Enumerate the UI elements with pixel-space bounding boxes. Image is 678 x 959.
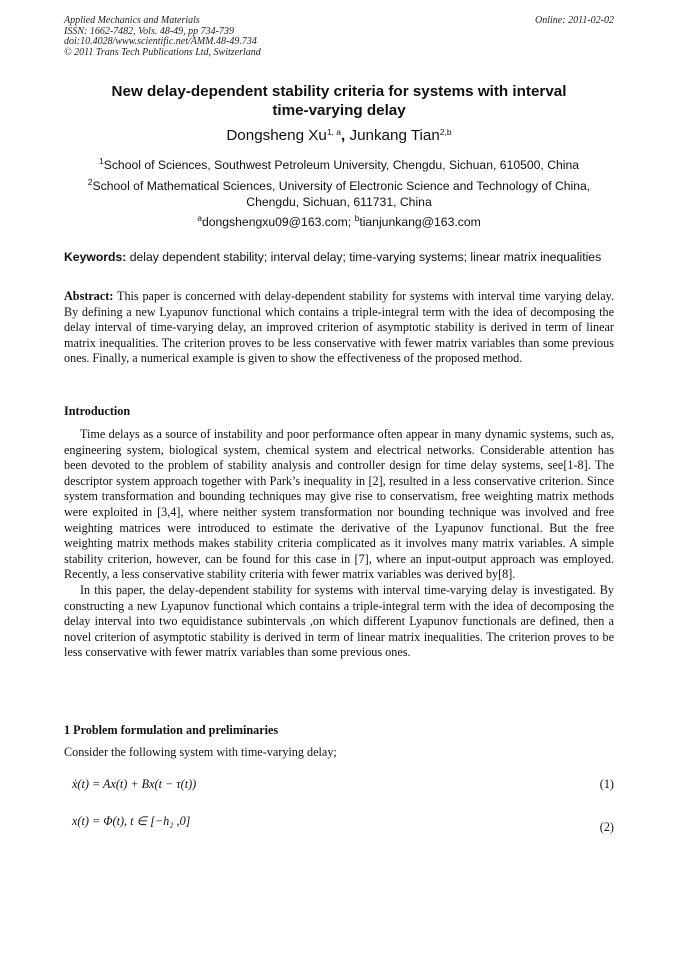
author-2: Junkang Tian (349, 127, 440, 144)
affiliation-2-line-2: Chengdu, Sichuan, 611731, China (246, 195, 432, 209)
abstract-text: This paper is concerned with delay-dependent stability for systems with interval time varying delay. By defining a new Lyapunov functional which contains a triple-integral term with the idea of decomposing the delay interval of time-varying delay, an improved criterion of asymptotic stability is derived in term of linear matrix inequalities. The criterion proves to be less conservative with fewer matrix variables than some previous ones. Finally, a numerical example is given to show the effectiveness of the proposed method. (64, 289, 614, 366)
abstract (64, 289, 614, 367)
introduction-heading: Introduction (64, 404, 131, 418)
affiliation-2-line-1: School of Mathematical Sciences, University of Electronic Science and Technology of China, (92, 179, 591, 193)
section-1-heading: 1 Problem formulation and preliminaries (64, 723, 279, 737)
title-line-2: time-varying delay (272, 102, 406, 119)
introduction-paragraph-1: Time delays as a source of instability and poor performance often appear in many dynamic systems, such as, engineering system, biological system, chemical system and electrical networks. Considerable attention has been devoted to the problem of stability analysis and controller design for time delay systems, see[1-8]. The descriptor system approach together with Park’s inequality in [2], resulted in a less conservative criterion. Since system transformation and bounding techniques may give rise to conservatism, free weighting matrix methods were exploited in [3,4], where neither system transformation nor bounding technique was involved and free weighting matrices were introduced to estimate the derivative of the Lyapunov functional. But the free weighting matrix methods makes stability criteria complicated as it involves many matrix variables. A simple stability criterion, however, can be found for this case in [7], where an input-output approach was employed. Recently, a less conservative stability criteria with fewer matrix variables was derived by[8]. (64, 427, 614, 582)
journal-header (64, 16, 261, 58)
copyright-line: © 2011 Trans Tech Publications Ltd, Switzerland (64, 46, 261, 58)
keywords (64, 250, 624, 264)
author-1-affiliation: 1, a (326, 127, 341, 137)
equation-1-number: (1) (599, 777, 614, 791)
equation-1: ẋ(t) = Ax(t) + Bx(t − τ(t)) (72, 777, 197, 791)
keywords-label: Keywords: (64, 250, 127, 264)
email-b[interactable]: tianjunkang@163.com (359, 215, 481, 229)
affiliation-2 (64, 178, 614, 210)
abstract-label: Abstract: (64, 289, 114, 303)
section-1-intro: Consider the following system with time-varying delay; (64, 745, 337, 759)
equation-2: x(t) = Φ(t), t ∈ [−h₂ ,0] (72, 814, 191, 828)
affiliation-2-marker: 2 (87, 177, 93, 187)
email-a[interactable]: dongshengxu09@163.com; (201, 215, 352, 229)
email-line (64, 214, 614, 230)
introduction-paragraph-2: In this paper, the delay-dependent stability for systems with interval time-varying delay is investigated. By constructing a new Lyapunov functional which contains a triple-integral term with the idea of decomposing the delay interval into two equidistance subintervals ,on which different Lyapunov functionals are defined, then a novel criterion of asymptotic stability is derived in term of linear matrix inequalities. The criterion proves to be less conservative with fewer matrix variables than some previous ones. (64, 582, 614, 660)
issn-line: ISSN: 1662-7482, Vols. 48-49, pp 734-739 (64, 25, 234, 37)
author-list (64, 127, 614, 144)
keywords-text: delay dependent stability; interval delay; time-varying systems; linear matrix inequalities (129, 250, 602, 264)
online-date: Online: 2011-02-02 (535, 15, 614, 26)
journal-name: Applied Mechanics and Materials (64, 15, 200, 26)
author-separator: , (341, 127, 346, 144)
title-line-1: New delay-dependent stability criteria for systems with interval (111, 83, 567, 100)
email-b-marker: b (354, 213, 360, 223)
paper-title (64, 82, 614, 120)
author-2-affiliation: 2,b (439, 127, 452, 137)
author-1: Dongsheng Xu (226, 127, 327, 144)
introduction-body (64, 427, 614, 661)
affiliation-1-text: School of Sciences, Southwest Petroleum University, Chengdu, Sichuan, 610500, China (103, 158, 580, 172)
affiliation-1-marker: 1 (98, 156, 104, 166)
doi-line: doi:10.4028/www.scientific.net/AMM.48-49.734 (64, 36, 257, 48)
equation-2-number: (2) (599, 820, 614, 834)
affiliation-1 (64, 157, 614, 173)
email-a-marker: a (197, 213, 202, 223)
